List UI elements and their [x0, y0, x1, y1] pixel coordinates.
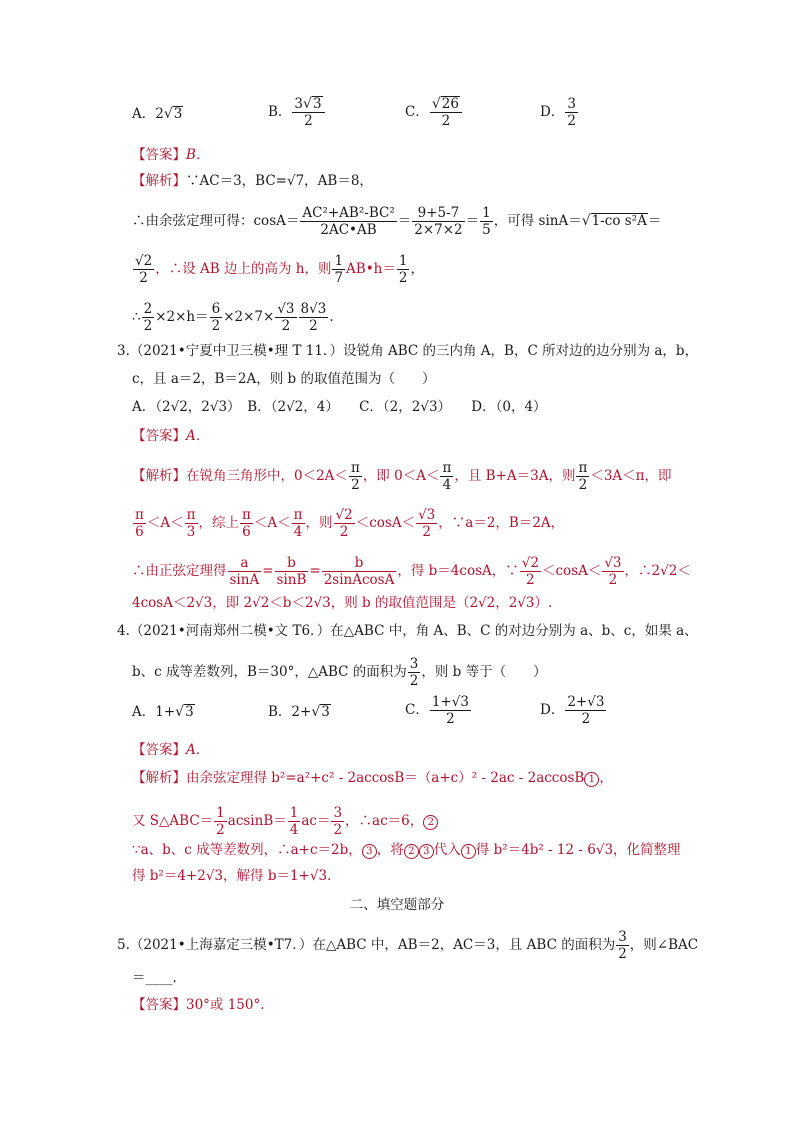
q4-option-b: B．2+√3 — [268, 704, 330, 720]
q4-analysis-line3: ∵a、b、c 成等差数列，∴a+c＝2b， 3 ，将 2 3 代入 1 得 b²＝4b² - 12 - 6√3，化简整理 — [132, 842, 681, 858]
answer-tag: 【答案】 — [132, 147, 186, 163]
q3-analysis-line1: 【解析】在锐角三角形中，0＜2A＜ $\frac{\pi}{2}$ ，即 0＜A＜ $\frac{\pi}{4}$ ，且 B+A＝3A，则 $\frac{\pi}{2}$ ＜3A＜π，即 — [132, 460, 672, 493]
q4-analysis-line2: 又 S△ABC＝ $\frac{1}{2}$ acsinB＝ $\frac{1}{4}$ ac＝ $\frac{3}{2}$ ，∴ac＝6， 2 — [132, 805, 438, 838]
circled-number: 2 — [404, 844, 419, 859]
circled-number: 1 — [584, 772, 599, 787]
q2-option-a: A．2√3 — [132, 106, 183, 122]
circled-number: 2 — [423, 815, 438, 830]
q3-stem-line2: c，且 a＝2，B＝2A，则 b 的取值范围为（ ） — [132, 371, 436, 387]
q5-answer: 【答案】30°或 150°. — [132, 997, 265, 1013]
q3-options: A．（2√2，2√3） B．（2√2，4） C．（2，2√3） D．（0，4） — [132, 399, 547, 415]
q2-options — [132, 104, 183, 124]
q4-option-d: D． $\frac{2+√3}{2}$ — [540, 694, 605, 727]
q2-analysis-line3: $\frac{√2}{2}$ ，∴设 AB 边上的高为 h，则 $\frac{1}{7}$ AB•h＝ $\frac{1}{2}$ ， — [135, 253, 424, 286]
q2-answer: 【答案】B． — [132, 147, 210, 163]
q4-analysis-line4: 得 b²＝4+2√3，解得 b＝1+√3. — [132, 868, 332, 884]
q4-analysis-line1: 【解析】由余弦定理得 b²=a²+c² - 2accosB＝（a+c）² - 2ac - 2accosB 1 ， — [132, 770, 613, 786]
q3-answer: 【答案】A． — [132, 428, 210, 444]
q2-analysis-line4: ∴ $\frac{2}{2}$ ×2×h＝ $\frac{6}{2}$ ×2×7× $\frac{√3}{2}$ $\frac{8√3}{2}$ . — [132, 301, 334, 334]
q4-option-c: C． $\frac{1+√3}{2}$ — [405, 694, 469, 727]
q5-stem-line2: ＝____. — [132, 970, 177, 986]
q5-stem-line1: 5.（2021•上海嘉定三模•T7．）在△ABC 中，AB＝2，AC＝3，且 ABC 的面积为 $\frac{3}{2}$ ，则∠BAC — [117, 929, 699, 962]
q2-option-c: C． $\frac{√26}{2}$ — [405, 96, 463, 129]
circled-number: 3 — [362, 844, 377, 859]
q2-analysis-line1: 【解析】∵AC＝3，BC=√7，AB＝8， — [132, 173, 373, 189]
analysis-tag: 【解析】 — [132, 770, 186, 786]
q3-analysis-line3: ∴由正弦定理得 $\frac{a}{\sin A}$ = $\frac{b}{\sin B}$ = $\frac{b}{\text{2sinAcosA}}$ ，得 b＝4cosA，∵ $\frac{√2}{2}$ ＜cosA＜ $\frac{√3}{2}$ ，∴2√2＜ — [132, 555, 691, 588]
q2-option-d: D． $\frac{3}{2}$ — [540, 96, 576, 129]
analysis-tag: 【解析】 — [132, 173, 186, 189]
q3-analysis-line4: 4cosA＜2√3，即 2√2＜b＜2√3，则 b 的取值范围是（2√2，2√3）. — [132, 595, 553, 611]
q2-analysis-line2: ∴由余弦定理可得：cosA＝ $\frac{\text{AC²+AB²-BC²}}{2AC•AB}$ ＝ $\frac{9+5-7}{2\times 7\times 2}$ ＝ $\frac{1}{5}$ ，可得 sinA＝√1-co s²A＝ — [132, 205, 662, 238]
circled-number: 1 — [461, 844, 476, 859]
q3-stem-line1: 3.（2021•宁夏中卫三模•理 T 11．）设锐角 ABC 的三内角 A，B，C 所对边的边分别为 a，b， — [117, 343, 699, 359]
q4-stem-line1: 4.（2021•河南郑州二模•文 T6．）在△ABC 中，角 A、B、C 的对边分别为 a、b、c，如果 a、 — [117, 623, 698, 639]
q4-option-a: A．1+√3 — [132, 704, 194, 720]
analysis-tag: 【解析】 — [132, 468, 186, 484]
answer-tag: 【答案】 — [132, 997, 186, 1013]
q4-stem-line2: b、c 成等差数列，B＝30°，△ABC 的面积为 $\frac{3}{2}$ ，则 b 等于（ ） — [132, 656, 547, 689]
answer-tag: 【答案】 — [132, 428, 186, 444]
q2-option-b: B． $\frac{3√3}{2}$ — [268, 96, 326, 129]
q3-analysis-line2: $\frac{\pi}{6}$ ＜A＜ $\frac{\pi}{3}$ ，综上 $\frac{\pi}{6}$ ＜A＜ $\frac{\pi}{4}$ ，则 $\frac{√2}{2}$ ＜cosA＜ $\frac{√3}{2}$ ，∵a＝2，B＝2A， — [135, 507, 565, 540]
answer-tag: 【答案】 — [132, 742, 186, 758]
q4-answer: 【答案】A． — [132, 742, 210, 758]
circled-number: 3 — [419, 844, 434, 859]
section-heading: 二、填空题部分 — [349, 897, 445, 913]
